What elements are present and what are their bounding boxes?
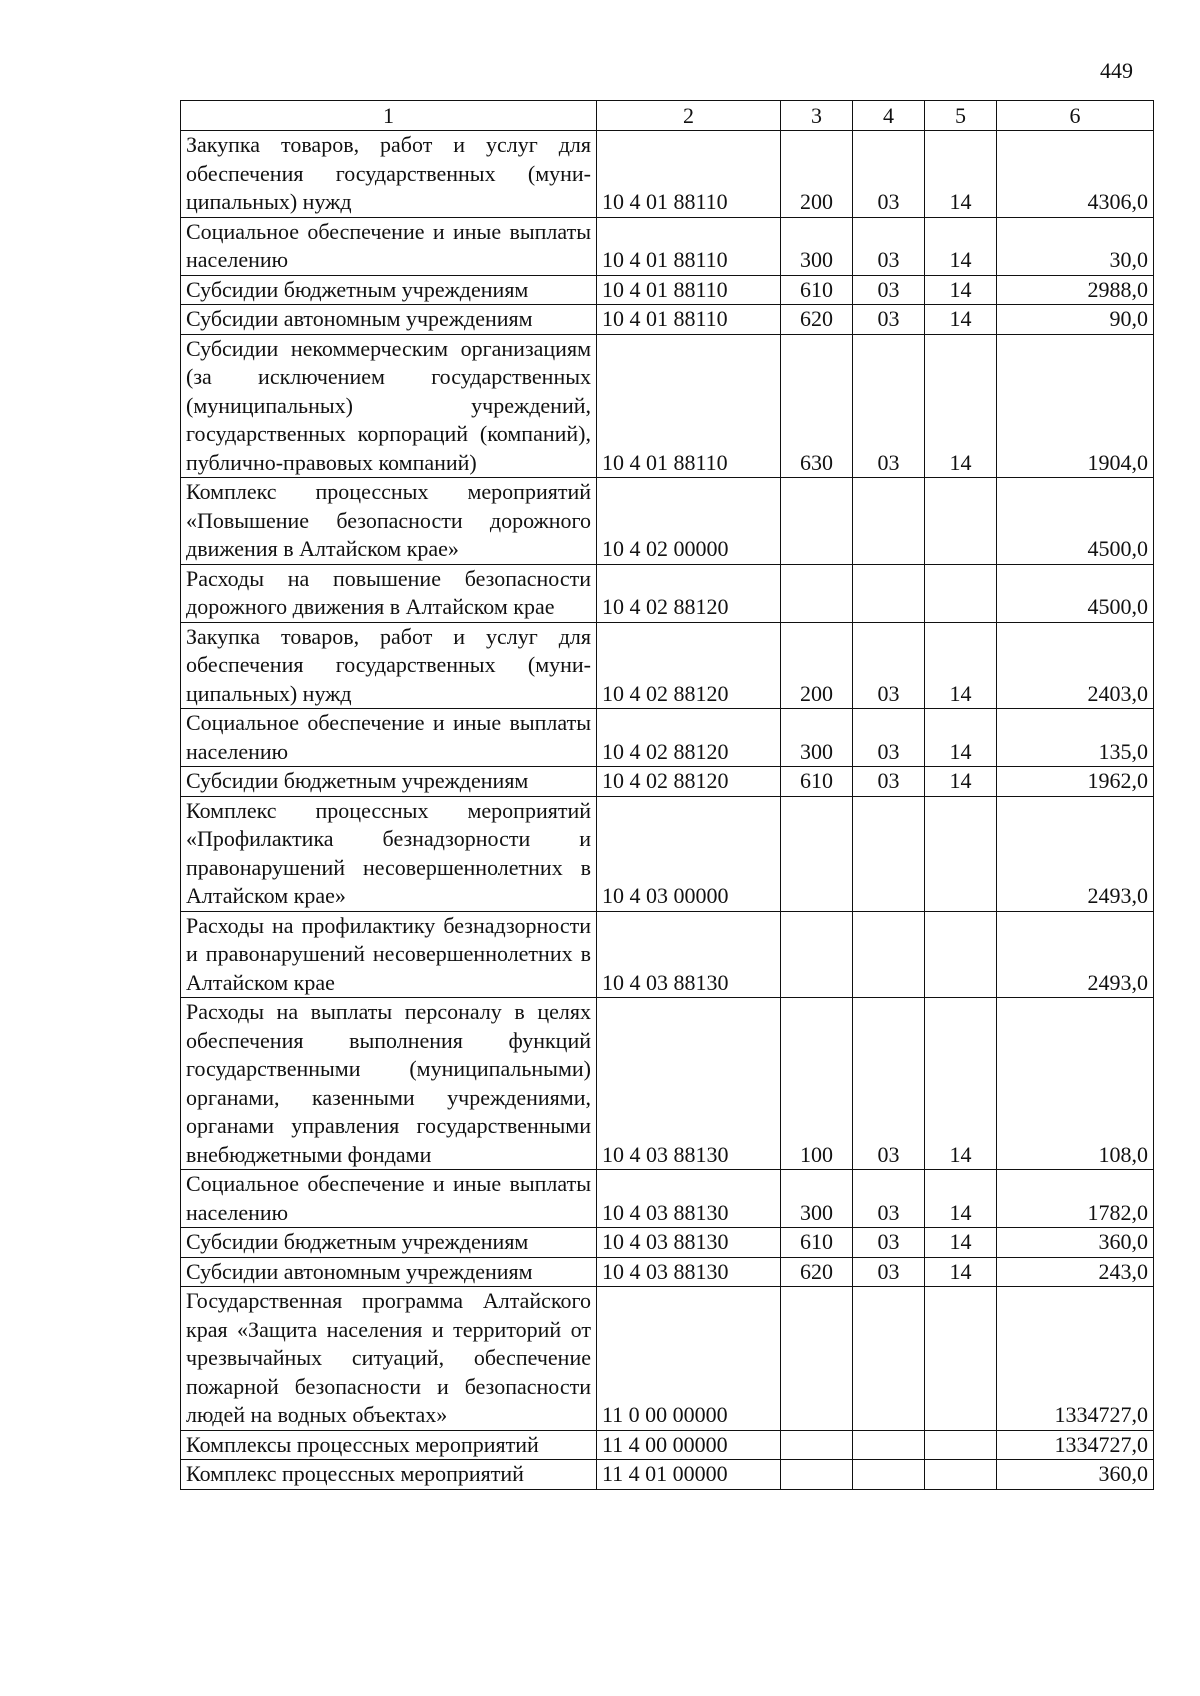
row-code: 10 4 03 88130 <box>597 911 781 998</box>
row-amount: 135,0 <box>997 709 1154 767</box>
row-name: Субсидии некоммерческим организациям (за исключением государственных (муниципальных) учреждений, государственных корпораций (компаний), публично-правовых компаний) <box>181 334 597 478</box>
row-name: Социальное обеспечение и иные выплаты населению <box>181 709 597 767</box>
row-code: 10 4 02 88120 <box>597 622 781 709</box>
row-section <box>853 911 925 998</box>
row-code: 10 4 03 88130 <box>597 1257 781 1287</box>
header-col-2: 2 <box>597 101 781 131</box>
row-section: 03 <box>853 1170 925 1228</box>
row-subsection <box>925 478 997 565</box>
row-code: 10 4 01 88110 <box>597 275 781 305</box>
row-type <box>781 478 853 565</box>
budget-table <box>180 100 1154 1490</box>
header-col-4: 4 <box>853 101 925 131</box>
row-type: 200 <box>781 622 853 709</box>
row-subsection <box>925 1430 997 1460</box>
row-section <box>853 564 925 622</box>
header-col-3: 3 <box>781 101 853 131</box>
row-type: 610 <box>781 767 853 797</box>
row-type: 300 <box>781 1170 853 1228</box>
row-code: 11 4 00 00000 <box>597 1430 781 1460</box>
row-code: 10 4 01 88110 <box>597 131 781 218</box>
table-row <box>181 1460 1154 1490</box>
row-amount: 360,0 <box>997 1228 1154 1258</box>
row-subsection: 14 <box>925 1170 997 1228</box>
row-type <box>781 796 853 911</box>
row-subsection: 14 <box>925 131 997 218</box>
table-row <box>181 1287 1154 1431</box>
row-subsection: 14 <box>925 998 997 1170</box>
row-name: Субсидии автономным учреждениям <box>181 1257 597 1287</box>
row-amount: 30,0 <box>997 217 1154 275</box>
table-row <box>181 767 1154 797</box>
row-code: 10 4 02 88120 <box>597 767 781 797</box>
row-code: 10 4 01 88110 <box>597 217 781 275</box>
table-row <box>181 796 1154 911</box>
row-name: Социальное обеспечение и иные выплаты населению <box>181 1170 597 1228</box>
row-type <box>781 564 853 622</box>
row-name: Комплексы процессных мероприятий <box>181 1430 597 1460</box>
table-row <box>181 911 1154 998</box>
row-name: Социальное обеспечение и иные выплаты населению <box>181 217 597 275</box>
row-amount: 2988,0 <box>997 275 1154 305</box>
table-row <box>181 1170 1154 1228</box>
row-section: 03 <box>853 131 925 218</box>
row-code: 10 4 03 88130 <box>597 1228 781 1258</box>
table-row <box>181 131 1154 218</box>
table-row <box>181 709 1154 767</box>
row-type <box>781 1287 853 1431</box>
row-section: 03 <box>853 709 925 767</box>
row-type <box>781 1430 853 1460</box>
row-name: Комплекс процессных мероприятий «Профилактика безнадзорности и правонарушений несовершеннолетних в Алтайском крае» <box>181 796 597 911</box>
row-code: 10 4 03 88130 <box>597 998 781 1170</box>
row-amount: 2493,0 <box>997 796 1154 911</box>
header-row <box>181 101 1154 131</box>
table-row <box>181 998 1154 1170</box>
row-subsection <box>925 796 997 911</box>
row-name: Субсидии бюджетным учреждениям <box>181 767 597 797</box>
row-section: 03 <box>853 767 925 797</box>
row-type: 200 <box>781 131 853 218</box>
row-type <box>781 911 853 998</box>
row-code: 10 4 03 88130 <box>597 1170 781 1228</box>
row-amount: 1334727,0 <box>997 1430 1154 1460</box>
row-name: Комплекс процессных мероприятий <box>181 1460 597 1490</box>
row-section: 03 <box>853 305 925 335</box>
row-name: Комплекс процессных мероприятий «Повышение безопасности дорожного движения в Алтайском крае» <box>181 478 597 565</box>
row-section: 03 <box>853 622 925 709</box>
row-type: 620 <box>781 1257 853 1287</box>
row-code: 10 4 01 88110 <box>597 334 781 478</box>
row-section <box>853 1287 925 1431</box>
row-subsection: 14 <box>925 622 997 709</box>
row-amount: 4500,0 <box>997 564 1154 622</box>
row-section <box>853 478 925 565</box>
row-amount: 1962,0 <box>997 767 1154 797</box>
row-type: 630 <box>781 334 853 478</box>
row-name: Закупка товаров, работ и услуг для обеспечения государственных (муниципальных) нужд <box>181 622 597 709</box>
row-subsection <box>925 1287 997 1431</box>
table-row <box>181 305 1154 335</box>
row-amount: 360,0 <box>997 1460 1154 1490</box>
row-amount: 4500,0 <box>997 478 1154 565</box>
row-code: 10 4 03 00000 <box>597 796 781 911</box>
row-section: 03 <box>853 998 925 1170</box>
table-row <box>181 1257 1154 1287</box>
table-row <box>181 1228 1154 1258</box>
row-section <box>853 1460 925 1490</box>
row-code: 10 4 02 88120 <box>597 709 781 767</box>
row-subsection <box>925 1460 997 1490</box>
row-amount: 90,0 <box>997 305 1154 335</box>
row-section: 03 <box>853 334 925 478</box>
row-amount: 1334727,0 <box>997 1287 1154 1431</box>
row-subsection: 14 <box>925 767 997 797</box>
row-amount: 4306,0 <box>997 131 1154 218</box>
row-subsection: 14 <box>925 305 997 335</box>
row-type: 100 <box>781 998 853 1170</box>
table-row <box>181 564 1154 622</box>
row-type <box>781 1460 853 1490</box>
row-section <box>853 796 925 911</box>
row-type: 300 <box>781 709 853 767</box>
row-amount: 243,0 <box>997 1257 1154 1287</box>
row-code: 10 4 02 88120 <box>597 564 781 622</box>
table-row <box>181 622 1154 709</box>
row-type: 610 <box>781 1228 853 1258</box>
row-name: Расходы на профилактику безнадзорности и правонарушений несовершеннолетних в Алтайском крае <box>181 911 597 998</box>
row-subsection: 14 <box>925 709 997 767</box>
row-section: 03 <box>853 275 925 305</box>
row-type: 610 <box>781 275 853 305</box>
row-subsection: 14 <box>925 1257 997 1287</box>
page-number: 449 <box>1100 58 1133 83</box>
row-amount: 2493,0 <box>997 911 1154 998</box>
row-section: 03 <box>853 217 925 275</box>
row-section <box>853 1430 925 1460</box>
row-type: 300 <box>781 217 853 275</box>
row-section: 03 <box>853 1228 925 1258</box>
row-amount: 2403,0 <box>997 622 1154 709</box>
row-code: 10 4 01 88110 <box>597 305 781 335</box>
header-col-6: 6 <box>997 101 1154 131</box>
table-row <box>181 1430 1154 1460</box>
row-name: Расходы на повышение безопасности дорожного движения в Алтайском крае <box>181 564 597 622</box>
row-code: 11 0 00 00000 <box>597 1287 781 1431</box>
row-name: Расходы на выплаты персоналу в целях обеспечения выполнения функций государственными (муниципальными) органами, казенными учреждениями, органами управления государственными внебюджетными фондами <box>181 998 597 1170</box>
row-name: Субсидии бюджетным учреждениям <box>181 1228 597 1258</box>
row-subsection: 14 <box>925 1228 997 1258</box>
table-row <box>181 478 1154 565</box>
row-section: 03 <box>853 1257 925 1287</box>
row-amount: 108,0 <box>997 998 1154 1170</box>
row-name: Государственная программа Алтайского края «Защита населения и территорий от чрезвычайных ситуаций, обеспечение пожарной безопасности и безопасности людей на водных объектах» <box>181 1287 597 1431</box>
row-name: Субсидии автономным учреждениям <box>181 305 597 335</box>
row-type: 620 <box>781 305 853 335</box>
row-subsection <box>925 564 997 622</box>
row-name: Закупка товаров, работ и услуг для обеспечения государственных (муниципальных) нужд <box>181 131 597 218</box>
row-subsection: 14 <box>925 275 997 305</box>
table-row <box>181 275 1154 305</box>
row-subsection <box>925 911 997 998</box>
table-row <box>181 217 1154 275</box>
table-row <box>181 334 1154 478</box>
row-amount: 1904,0 <box>997 334 1154 478</box>
row-amount: 1782,0 <box>997 1170 1154 1228</box>
header-col-5: 5 <box>925 101 997 131</box>
header-col-1: 1 <box>181 101 597 131</box>
row-code: 11 4 01 00000 <box>597 1460 781 1490</box>
row-code: 10 4 02 00000 <box>597 478 781 565</box>
row-subsection: 14 <box>925 334 997 478</box>
row-subsection: 14 <box>925 217 997 275</box>
row-name: Субсидии бюджетным учреждениям <box>181 275 597 305</box>
